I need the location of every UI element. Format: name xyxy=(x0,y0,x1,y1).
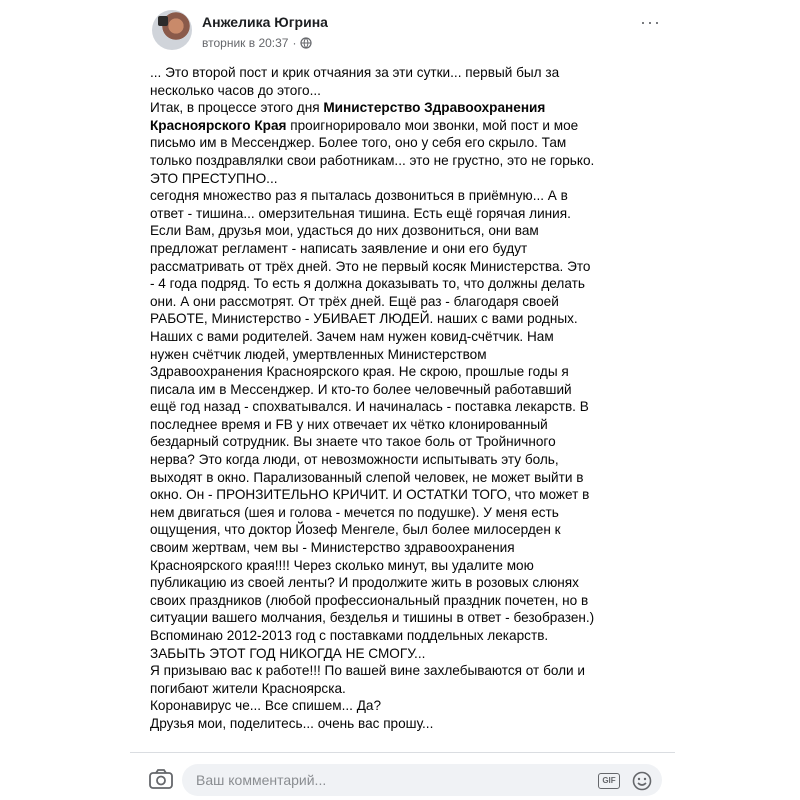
meta-separator: · xyxy=(292,36,297,50)
post-text-line xyxy=(150,328,662,346)
post-text-segment: окно. Он - ПРОНЗИТЕЛЬНО КРИЧИТ. И ОСТАТКИ ТОГО, что может в xyxy=(150,487,590,503)
post-text-segment: своих праздников (любой профессиональный праздник почетен, но в xyxy=(150,592,589,608)
post-text-line xyxy=(150,240,662,258)
post-text-segment: Если Вам, друзья мои, удасться до них дозвониться, они вам xyxy=(150,223,539,239)
post-meta xyxy=(202,36,312,50)
post-text-segment: Я призываю вас к работе!!! По вашей вине захлебываются от боли и xyxy=(150,663,586,679)
post-header xyxy=(130,0,675,60)
post-text-line xyxy=(150,381,662,399)
post-text-segment: Наших с вами родителей. Зачем нам нужен ковид-счётчик. Нам xyxy=(150,328,554,344)
post-text-line xyxy=(150,574,662,592)
post-text-segment: ... Это второй пост и крик отчаяния за эти сутки... первый был за xyxy=(150,65,560,80)
post-text-segment: нерва? Это когда люди, от невозможности испытывать эту боль, xyxy=(150,452,559,468)
post-text-line xyxy=(150,715,662,733)
comment-bar xyxy=(130,760,675,800)
post-text-segment: нем двигаться (шея и голова - мечется по подушке). У меня есть xyxy=(150,504,559,520)
comment-input[interactable] xyxy=(182,764,662,796)
post-text-segment: предложат регламент - написать заявление и они его будут xyxy=(150,240,528,256)
post-text-segment: ещё год назад - спохватывался. И начиналась - поставка лекарств. В xyxy=(150,399,589,415)
post-text-line xyxy=(150,293,662,311)
post-text-line xyxy=(150,82,662,100)
post-text-segment: публикацию из своей ленты? И продолжите жить в розовых слюнях xyxy=(150,575,579,591)
post-timestamp[interactable]: вторник в 20:37 xyxy=(202,36,289,50)
post-text-line xyxy=(150,539,662,557)
post-text-segment: Красноярского края!!!! Через сколько минут, вы удалите мою xyxy=(150,557,534,573)
emoji-icon[interactable] xyxy=(632,771,652,791)
author-name[interactable]: Анжелика Югрина xyxy=(202,14,328,30)
post-text-line xyxy=(150,64,662,82)
post-text-segment: сегодня множество раз я пыталась дозвониться в приёмную... А в xyxy=(150,188,568,204)
post-text-line xyxy=(150,557,662,575)
post-text-line xyxy=(150,170,662,188)
post-text-segment: РАБОТЕ, Министерство - УБИВАЕТ ЛЮДЕЙ. наших с вами родных. xyxy=(150,311,578,327)
post-text-line xyxy=(150,486,662,504)
post-text-line xyxy=(150,152,662,170)
post-text-line xyxy=(150,310,662,328)
post-text-line xyxy=(150,222,662,240)
post-text-segment: Вспоминаю 2012-2013 год с поставками поддельных лекарств. xyxy=(150,628,549,643)
post-text-line xyxy=(150,416,662,434)
post-text-line xyxy=(150,398,662,416)
post-text-segment: рассматривать от трёх дней. Это не первый косяк Министерства. Это xyxy=(150,258,591,274)
post-text-line xyxy=(150,275,662,293)
post-text-line xyxy=(150,592,662,610)
post-body xyxy=(150,64,662,733)
post-text-segment: выходят в окно. Парализованный слепой человек, не может выйти в xyxy=(150,469,584,485)
post-text-line xyxy=(150,521,662,539)
post-text-segment: проигнорировало мои звонки, мой пост и мое xyxy=(286,117,579,133)
post-text-line xyxy=(150,117,662,135)
post-text-line xyxy=(150,258,662,276)
divider xyxy=(130,752,675,753)
post-text-line xyxy=(150,99,662,117)
post-text-line xyxy=(150,187,662,205)
post-text-segment: погибают жители Красноярска. xyxy=(150,680,346,696)
avatar[interactable] xyxy=(152,10,192,50)
post-text-segment: ЭТО ПРЕСТУПНО... xyxy=(150,170,278,186)
post-text-line xyxy=(150,662,662,680)
post-text-segment: своим жертвам, чем вы - Министерство здравоохранения xyxy=(150,540,515,556)
globe-icon xyxy=(300,37,312,49)
post-text-segment: только поздравлялки свои работникам... это не грустно, это не горько. xyxy=(150,152,595,168)
post-text-line xyxy=(150,645,662,663)
post-text-segment: ЗАБЫТЬ ЭТОТ ГОД НИКОГДА НЕ СМОГУ... xyxy=(150,645,426,661)
post-text-bold: Министерство Здравоохранения xyxy=(323,100,546,116)
post-text-line xyxy=(150,363,662,381)
more-options-icon[interactable]: ··· xyxy=(640,12,661,32)
post-text-segment: нужен счётчик людей, умертвленных Министерством xyxy=(150,346,487,362)
post-text-segment: они. А они рассмотрят. От трёх дней. Ещё раз - благодаря своей xyxy=(150,293,559,309)
post-text-segment: Коронавирус че... Все спишем... Да? xyxy=(150,698,382,714)
post-text-segment: Друзья мои, поделитесь... очень вас прошу... xyxy=(150,715,434,731)
post-text-segment: ощущения, что доктор Йозеф Менгеле, был более милосерден к xyxy=(150,522,561,538)
post-text-line xyxy=(150,697,662,715)
post-text-segment: писала им в Мессенджер. И кто-то более человечный работавший xyxy=(150,381,572,397)
post-text-bold: Красноярского Края xyxy=(150,117,287,133)
post-text-line xyxy=(150,469,662,487)
facebook-post xyxy=(130,0,675,800)
post-text-segment: бездарный сотрудник. Вы знаете что такое боль от Тройничного xyxy=(150,434,556,450)
post-text-segment: ситуации вашего молчания, безделья и тишины в ответ - безобразен.) xyxy=(150,610,595,626)
post-text-line xyxy=(150,451,662,469)
post-text-line xyxy=(150,205,662,223)
post-text-line xyxy=(150,680,662,698)
post-text-line xyxy=(150,433,662,451)
post-text-line xyxy=(150,504,662,522)
post-text-segment: ответ - тишина... омерзительная тишина. Есть ещё горячая линия. xyxy=(150,205,571,221)
post-text-line xyxy=(150,134,662,152)
gif-icon[interactable]: GIF xyxy=(598,773,620,789)
post-text-segment: Здравоохранения Красноярского края. Не скрою, прошлые годы я xyxy=(150,364,569,380)
camera-icon[interactable] xyxy=(148,768,174,790)
post-text-segment: несколько часов до этого... xyxy=(150,82,321,98)
post-text-segment: письмо им в Мессенджер. Более того, оно у себя его скрыло. Там xyxy=(150,135,567,151)
post-text-line xyxy=(150,346,662,364)
post-text-line xyxy=(150,609,662,627)
post-text-segment: последнее время и FB у них отвечает их чётко клонированный xyxy=(150,416,548,432)
post-text-segment: - 4 года подряд. То есть я должна доказывать то, что должны делать xyxy=(150,276,585,292)
post-text-line xyxy=(150,627,662,645)
post-text-segment: Итак, в процессе этого дня xyxy=(150,100,324,116)
